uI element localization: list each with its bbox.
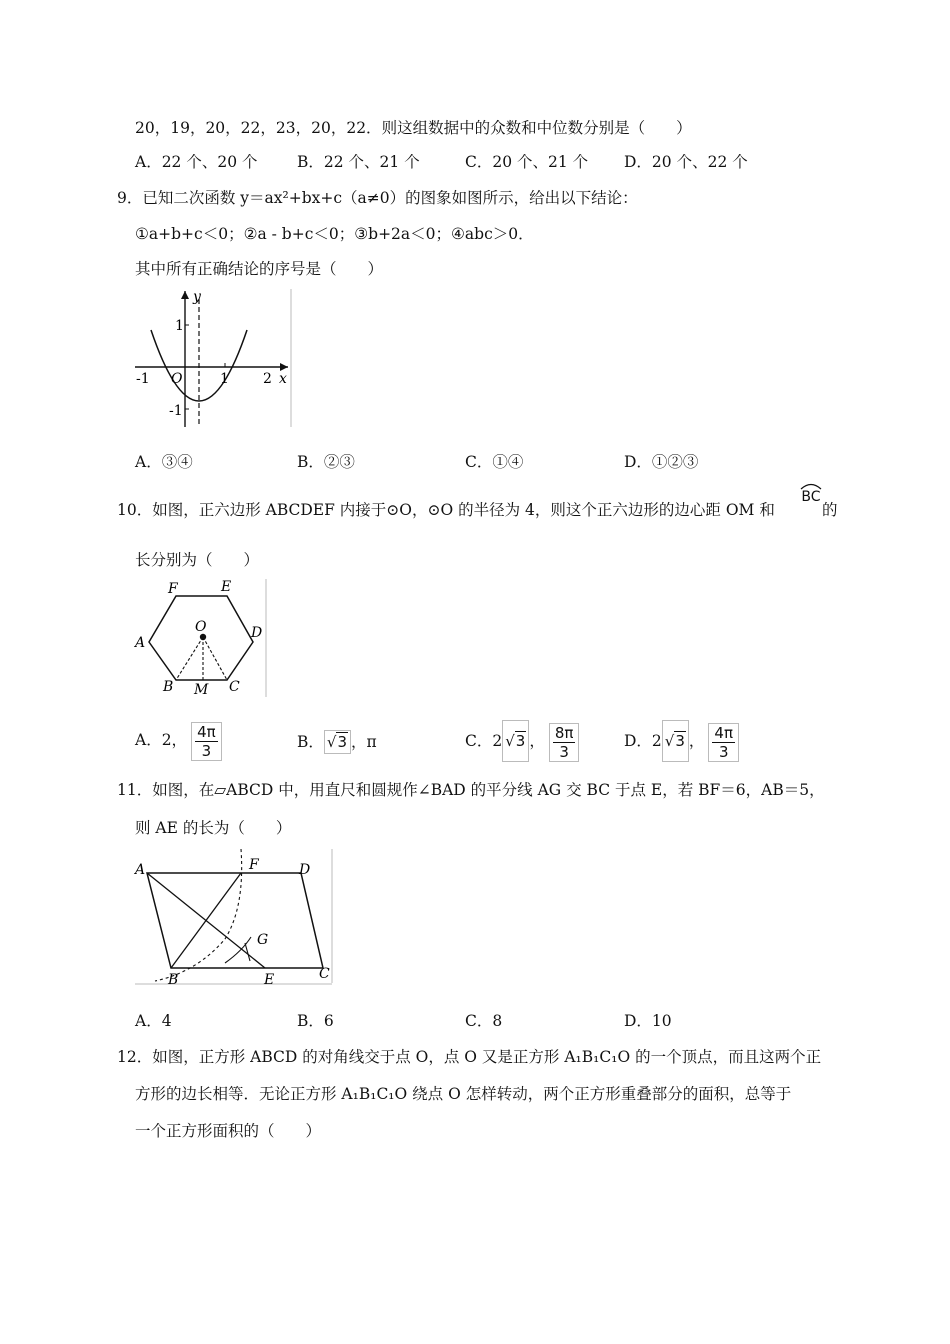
q9-option-d: D．①②③: [624, 453, 699, 471]
q11-option-c: C．8: [465, 1012, 503, 1030]
q12-stem-line1: 12．如图，正方形 ABCD 的对角线交于点 O，点 O 又是正方形 A₁B₁C₁O 的一个顶点，而且这两个正: [117, 1048, 822, 1066]
q9-ytick-1: 1: [175, 318, 184, 334]
q10-option-c-prefix: C．2: [465, 732, 503, 750]
q11-option-a: A．4: [135, 1012, 172, 1030]
q10-option-c-sqrt: √3: [502, 720, 529, 762]
q11-segment-ae: [147, 873, 265, 968]
q11-option-d: D．10: [624, 1012, 672, 1030]
q12-stem-line3: 一个正方形面积的（ ）: [135, 1122, 322, 1140]
q10-option-d-den: 3: [718, 742, 729, 761]
q11-label-b: B: [168, 972, 179, 987]
q10-option-b-suffix: ，π: [351, 733, 377, 751]
q10-option-c-rad: 3: [515, 732, 526, 750]
q10-label-b: B: [163, 679, 174, 695]
q9-option-a: A．③④: [135, 453, 193, 471]
q9-x-label: x: [279, 371, 287, 387]
q10-option-d-rad: 3: [675, 732, 685, 750]
q10-option-c-den: 3: [559, 742, 569, 761]
q10-option-c-num: 8π: [554, 723, 574, 742]
q10-option-a-fraction: [191, 722, 222, 761]
q8-option-c: C．20 个、21 个: [465, 153, 589, 171]
q8-option-b: B．22 个、21 个: [297, 153, 420, 171]
q10-option-c-fraction: [549, 723, 580, 762]
q10-label-c: C: [229, 679, 240, 695]
q10-stem-line1-end: 的: [822, 501, 838, 519]
q9-tick-2: 2: [263, 371, 272, 387]
q9-tick-neg1: -1: [136, 371, 150, 387]
q11-stem-line2: 则 AE 的长为（ ）: [135, 819, 292, 837]
q9-stem-line2: ①a+b+c＜0；②a - b+c＜0；③b+2a＜0；④abc＞0．: [135, 225, 534, 243]
q9-origin-label: O: [171, 371, 183, 387]
q8-option-a: A．22 个、20 个: [135, 153, 258, 171]
q10-option-d-prefix: D．2: [624, 732, 662, 750]
q10-option-d: D．2 √3 ， $\frac{4\pi}{3}$: [624, 720, 739, 762]
q8-stem: 20，19，20，22，23，20，22．则这组数据中的众数和中位数分别是（ ）: [135, 119, 692, 137]
q10-option-b-rad: 3: [337, 733, 347, 751]
q10-option-d-sqrt: √3: [662, 720, 689, 762]
q11-label-g: G: [257, 932, 269, 948]
q11-label-f: F: [249, 857, 259, 873]
q11-label-d: D: [299, 862, 311, 878]
q9-ytick-neg1: -1: [169, 403, 183, 419]
q10-label-e: E: [221, 579, 232, 595]
q10-label-d: D: [251, 625, 263, 641]
q12-stem-line2: 方形的边长相等．无论正方形 A₁B₁C₁O 绕点 O 怎样转动，两个正方形重叠部分的面积，总等于: [135, 1085, 792, 1103]
q10-label-f: F: [168, 581, 178, 597]
q9-option-c: C．①④: [465, 453, 524, 471]
q9-parabola-graph: [133, 287, 293, 432]
q10-label-a: A: [135, 635, 146, 651]
q10-label-m: M: [194, 682, 209, 698]
q10-stem-line1: 10．如图，正六边形 ABCDEF 内接于⊙O，⊙O 的半径为 4，则这个正六边形的边心距 OM 和: [117, 501, 775, 519]
q10-arc-bc: [800, 482, 822, 504]
q10-option-a-num: 4π: [197, 722, 216, 741]
q10-option-b: [297, 730, 377, 754]
q10-option-c: C．2 √3 ， $\frac{8\pi}{3}$: [465, 720, 579, 762]
q9-stem-line3: 其中所有正确结论的序号是（ ）: [135, 260, 384, 278]
q10-arc-label: BC: [801, 489, 821, 505]
q11-option-b: B．6: [297, 1012, 334, 1030]
q11-label-a: A: [135, 862, 146, 878]
q10-hexagon-figure: [133, 577, 269, 699]
q11-parallelogram-figure: [133, 847, 335, 987]
q11-parallelogram: [147, 873, 323, 968]
q11-label-c: C: [319, 966, 330, 982]
q9-y-label: y: [193, 289, 201, 305]
q10-option-a-prefix: A．2，: [135, 731, 188, 749]
q10-option-b-sqrt: √3: [324, 730, 351, 754]
q10-stem-line2: 长分别为（ ）: [135, 551, 260, 569]
q9-tick-1: 1: [220, 371, 229, 387]
q9-option-b: B．②③: [297, 453, 355, 471]
q9-stem-line1: 9．已知二次函数 y＝ax²+bx+c（a≠0）的图象如图所示，给出以下结论：: [117, 189, 638, 207]
q10-option-a: [135, 720, 222, 761]
q10-label-o: O: [195, 619, 207, 635]
q11-label-e: E: [264, 972, 275, 987]
q8-option-d: D．20 个、22 个: [624, 153, 748, 171]
q11-stem-line1: 11．如图，在▱ABCD 中，用直尺和圆规作∠BAD 的平分线 AG 交 BC 于点 E，若 BF＝6，AB＝5，: [117, 781, 825, 799]
q10-option-b-prefix: B．: [297, 733, 324, 751]
q10-option-d-num: 4π: [714, 723, 733, 742]
q10-option-d-fraction: [708, 723, 739, 762]
q10-option-a-den: 3: [201, 741, 212, 760]
